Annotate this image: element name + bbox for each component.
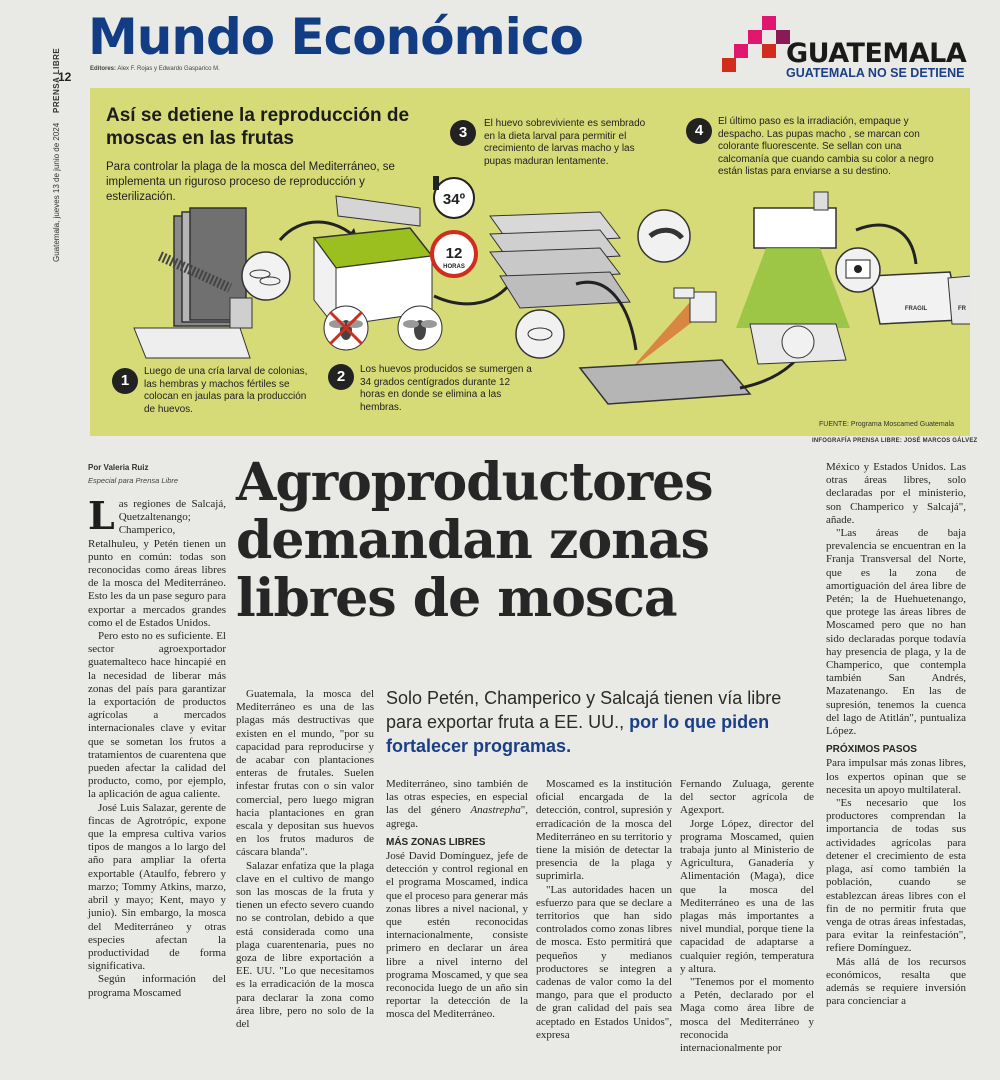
paragraph-text: as regiones de Salcajá, Quetzaltenango; Champerico, Retalhuleu, y Petén tienen un punto en común: todas son reconocidas como áreas libres de la mosca del Mediterráneo. Esto les da un pase seguro para exportar a mercados grandes como el de Estados Unidos. xyxy=(88,498,226,629)
paragraph: Moscamed es la institución oficial encargada de la detección, control, supresión y erradicación de la mosca del Mediterráneo en su territorio y tiene la misión de detectar la presencia de la plaga y suprimirla. xyxy=(536,778,672,883)
article-column-3 xyxy=(386,778,528,1022)
paragraph: "Las autoridades hacen un esfuerzo para que se declare a territorios que han sido controlados como zonas libres de mosca. Esto permitirá que pequeños y medianos productores se integren a cadenas de valor como la del mango, para que el producto de gran calidad del país sea aceptado en Estados Unidos", expresa xyxy=(536,883,672,1041)
paragraph: México y Estados Unidos. Las otras áreas libres, solo declaradas por el ministerio, son Champerico y Salcajá", añade. xyxy=(826,461,966,526)
infographic-source: FUENTE: Programa Moscamed Guatemala xyxy=(819,421,954,428)
step-4-text: El último paso es la irradiación, empaque y despacho. Las pupas macho , se marcan con colorante fluorescente. Se sellan con una calcomanía que cuando cambia su color a negro están listas para enviarse a su destino. xyxy=(718,116,934,177)
step-2-number: 2 xyxy=(328,364,354,390)
step-3-number: 3 xyxy=(450,120,476,146)
pupa-zoom-icon xyxy=(516,310,564,358)
male-fly-icon xyxy=(398,306,442,350)
step-3-text: El huevo sobreviviente es sembrado en la dieta larval para permitir el crecimiento de larvas macho y las pupas maduran lentamente. xyxy=(484,118,646,167)
side-brand: PRENSA LIBRE xyxy=(52,47,61,113)
paragraph: José David Domínguez, jefe de detección y control regional en el programa Moscamed, indica que el proceso para generar más zonas libres a nivel nacional, y que estén reconocidas internacionalmente, consiste primero en declarar un área libre a nivel interno del programa Moscamed, y que sea reconocida luego de un año sin reportar la detección de la mosca del Mediterráneo. xyxy=(386,850,528,1021)
pupae-tray-icon xyxy=(580,360,750,404)
paragraph: "Las áreas de baja prevalencia se encuentran en la Franja Transversal del Norte, que es la zona de amortiguación del área libre de Petén; la de Huehuetenango, que protege las áreas libres de Moscamed pero que no han sido declaradas porque todavía hay presencia de plaga, y la de Champerico, que contempla también San Andrés, Mazatenango. En las de supresión, tenemos la cuenca del lago de Atitlán", puntualiza López. xyxy=(826,527,966,738)
paragraph: Pero esto no es suficiente. El sector agroexportador guatemalteco hace hincapié en la necesidad de liberar más zonas del país para garantizar la exportación de productos agrícolas a mercados internacionales clave y evitar que se sometan los frutos a tratamientos de cuarentena que pueden afectar la calidad del producto, como, por ejemplo, la aplicación de agua caliente. xyxy=(88,630,226,801)
paragraph: Jorge López, director del programa Moscamed, quien trabaja junto al Ministerio de Agricultura, Ganadería y Alimentación (Maga), dice que la mosca del Mediterráneo es una de las plagas más importantes a nivel mundial, porque tiene la capacidad de adaptarse a cualquier región, temperatura y altura. xyxy=(680,817,814,975)
guatemala-logo-icon xyxy=(722,14,794,80)
article-column-6 xyxy=(826,461,966,1008)
step-2-text: Los huevos producidos se sumergen a 34 grados centígrados durante 12 horas en donde se elimina a las hembras. xyxy=(360,364,532,413)
step-1-text: Luego de una cría larval de colonias, las hembras y machos fértiles se colocan en jaulas para la producción de huevos. xyxy=(144,366,308,415)
article-column-1 xyxy=(88,493,226,1000)
irradiator-icon xyxy=(736,192,850,364)
shipping-boxes-icon xyxy=(870,272,970,324)
guatemala-logo-name: GUATEMALA xyxy=(786,38,967,69)
infographic-intro: Para controlar la plaga de la mosca del Mediterráneo, se implementa un riguroso proceso de reproducción y esterilización. xyxy=(106,161,395,203)
paragraph: Para impulsar más zonas libres, los expertos opinan que se necesita un apoyo multilateral. xyxy=(826,757,966,796)
paragraph xyxy=(386,778,528,831)
badge-hours-label: HORAS xyxy=(443,264,465,270)
paragraph: "Es necesario que los productores comprendan la importancia de todas sus actividades agrícolas para detener el crecimiento de esta plaga, así como también la población, cuando se establezcan áreas libres con el fin de no permitir fruta que venga de otras áreas infestadas, para evitar la reinfestación", refiere Domínguez. xyxy=(826,797,966,955)
byline: Por Valeria Ruiz xyxy=(88,463,149,472)
breeding-cage-icon xyxy=(134,208,252,358)
paragraph: "Tenemos por el momento a Petén, declarado por el Maga como área libre de mosca del Mediterráneo y reconocida internacionalmente por xyxy=(680,976,814,1055)
headline: Agroproductores demandan zonas libres de mosca xyxy=(236,452,713,629)
infographic-credit: INFOGRAFÍA PRENSA LIBRE: JOSÉ MARCOS GÁLVEZ xyxy=(812,438,978,444)
paragraph xyxy=(88,493,226,630)
step-4-number: 4 xyxy=(686,118,712,144)
editors-line xyxy=(90,66,220,72)
badge-hours-num: 12 xyxy=(445,245,463,262)
paragraph: Guatemala, la mosca del Mediterráneo es una de las plagas más destructivas que existen en el mundo, "por su capacidad para reproducirse y de acabar con plantaciones enteras de frutales. Suelen infestar frutas con o sin valor comercial, pero luego migran hacia plantaciones en gran escala y depositan sus huevos en los frutos maduros de cáscara blanda". xyxy=(236,688,374,859)
article-column-2 xyxy=(236,688,374,1031)
infographic xyxy=(90,88,970,436)
article-column-5 xyxy=(680,778,814,1055)
paragraph-text: ", agrega. xyxy=(386,804,528,830)
subsection-heading: MÁS ZONAS LIBRES xyxy=(386,836,486,848)
step-1-number: 1 xyxy=(112,368,138,394)
drop-cap: L xyxy=(88,493,115,538)
subheadline xyxy=(386,686,806,758)
article-column-4 xyxy=(536,778,672,1042)
egg-zoom-icon xyxy=(242,252,290,300)
badge-temp: 34º xyxy=(442,191,466,208)
page-number: 12 xyxy=(58,70,72,84)
paragraph: José Luis Salazar, gerente de fincas de Agrotrópic, expone que la empresa cultiva varios tipos de mangos a lo largo del año para ampliar la oferta exportable (Ataulfo, febrero y marzo; Tommy Atkins, marzo, abril y mayo; Kent, mayo y junio). Sin embargo, la mosca del Mediterráneo y otras especies afectan la productividad de forma significativa. xyxy=(88,801,226,973)
box-label-fr: FR xyxy=(958,306,966,312)
section-title: Mundo Económico xyxy=(88,8,583,66)
subheadline-plain: Solo Petén, Champerico y Salcajá tienen vía libre para exportar fruta a EE. UU., xyxy=(386,688,782,732)
fluorescent-spray-icon xyxy=(630,288,716,370)
paragraph: Más allá de los recursos económicos, resalta que además se requiere inversión para concienciar a xyxy=(826,955,966,1008)
paragraph: Fernando Zuluaga, gerente del sector agrícola de Agexport. xyxy=(680,778,814,817)
editors-label: Editores: xyxy=(90,66,117,72)
side-date: Guatemala, jueves 13 de junio de 2024 xyxy=(52,122,61,262)
subheadline-highlight: por lo que piden fortalecer programas. xyxy=(386,712,770,756)
guatemala-logo-slogan: GUATEMALA NO SE DETIENE xyxy=(786,66,965,80)
byline-role: Especial para Prensa Libre xyxy=(88,476,179,485)
side-margin-label xyxy=(52,12,66,262)
paragraph: Según información del programa Moscamed xyxy=(88,973,226,999)
infographic-title: Así se detiene la reproducción de moscas en las frutas xyxy=(106,105,410,149)
paragraph: Salazar enfatiza que la plaga clave en el cultivo de mango son las moscas de la fruta y tienen un efecto severo cuando no se controlan, debido a que está considerada como una plaga cuarentenaria, pues no goza de libre exportación a EE. UU. "Lo que necesitamos es la erradicación de la mosca para declarar la zona como área libre, pero no solo de la del xyxy=(236,859,374,1031)
genus-name: Anastrepha xyxy=(470,804,521,817)
subsection-heading: PRÓXIMOS PASOS xyxy=(826,744,917,756)
paragraph-text: Mediterráneo, sino también de las otras especies, en especial las del género xyxy=(386,778,528,817)
female-fly-crossed-icon xyxy=(324,306,368,350)
box-label-fragil: FRAGIL xyxy=(904,306,928,312)
editors-names: Alex F. Rojas y Edwardo Gasparico M. xyxy=(117,66,220,72)
larval-trays-icon xyxy=(490,212,630,308)
